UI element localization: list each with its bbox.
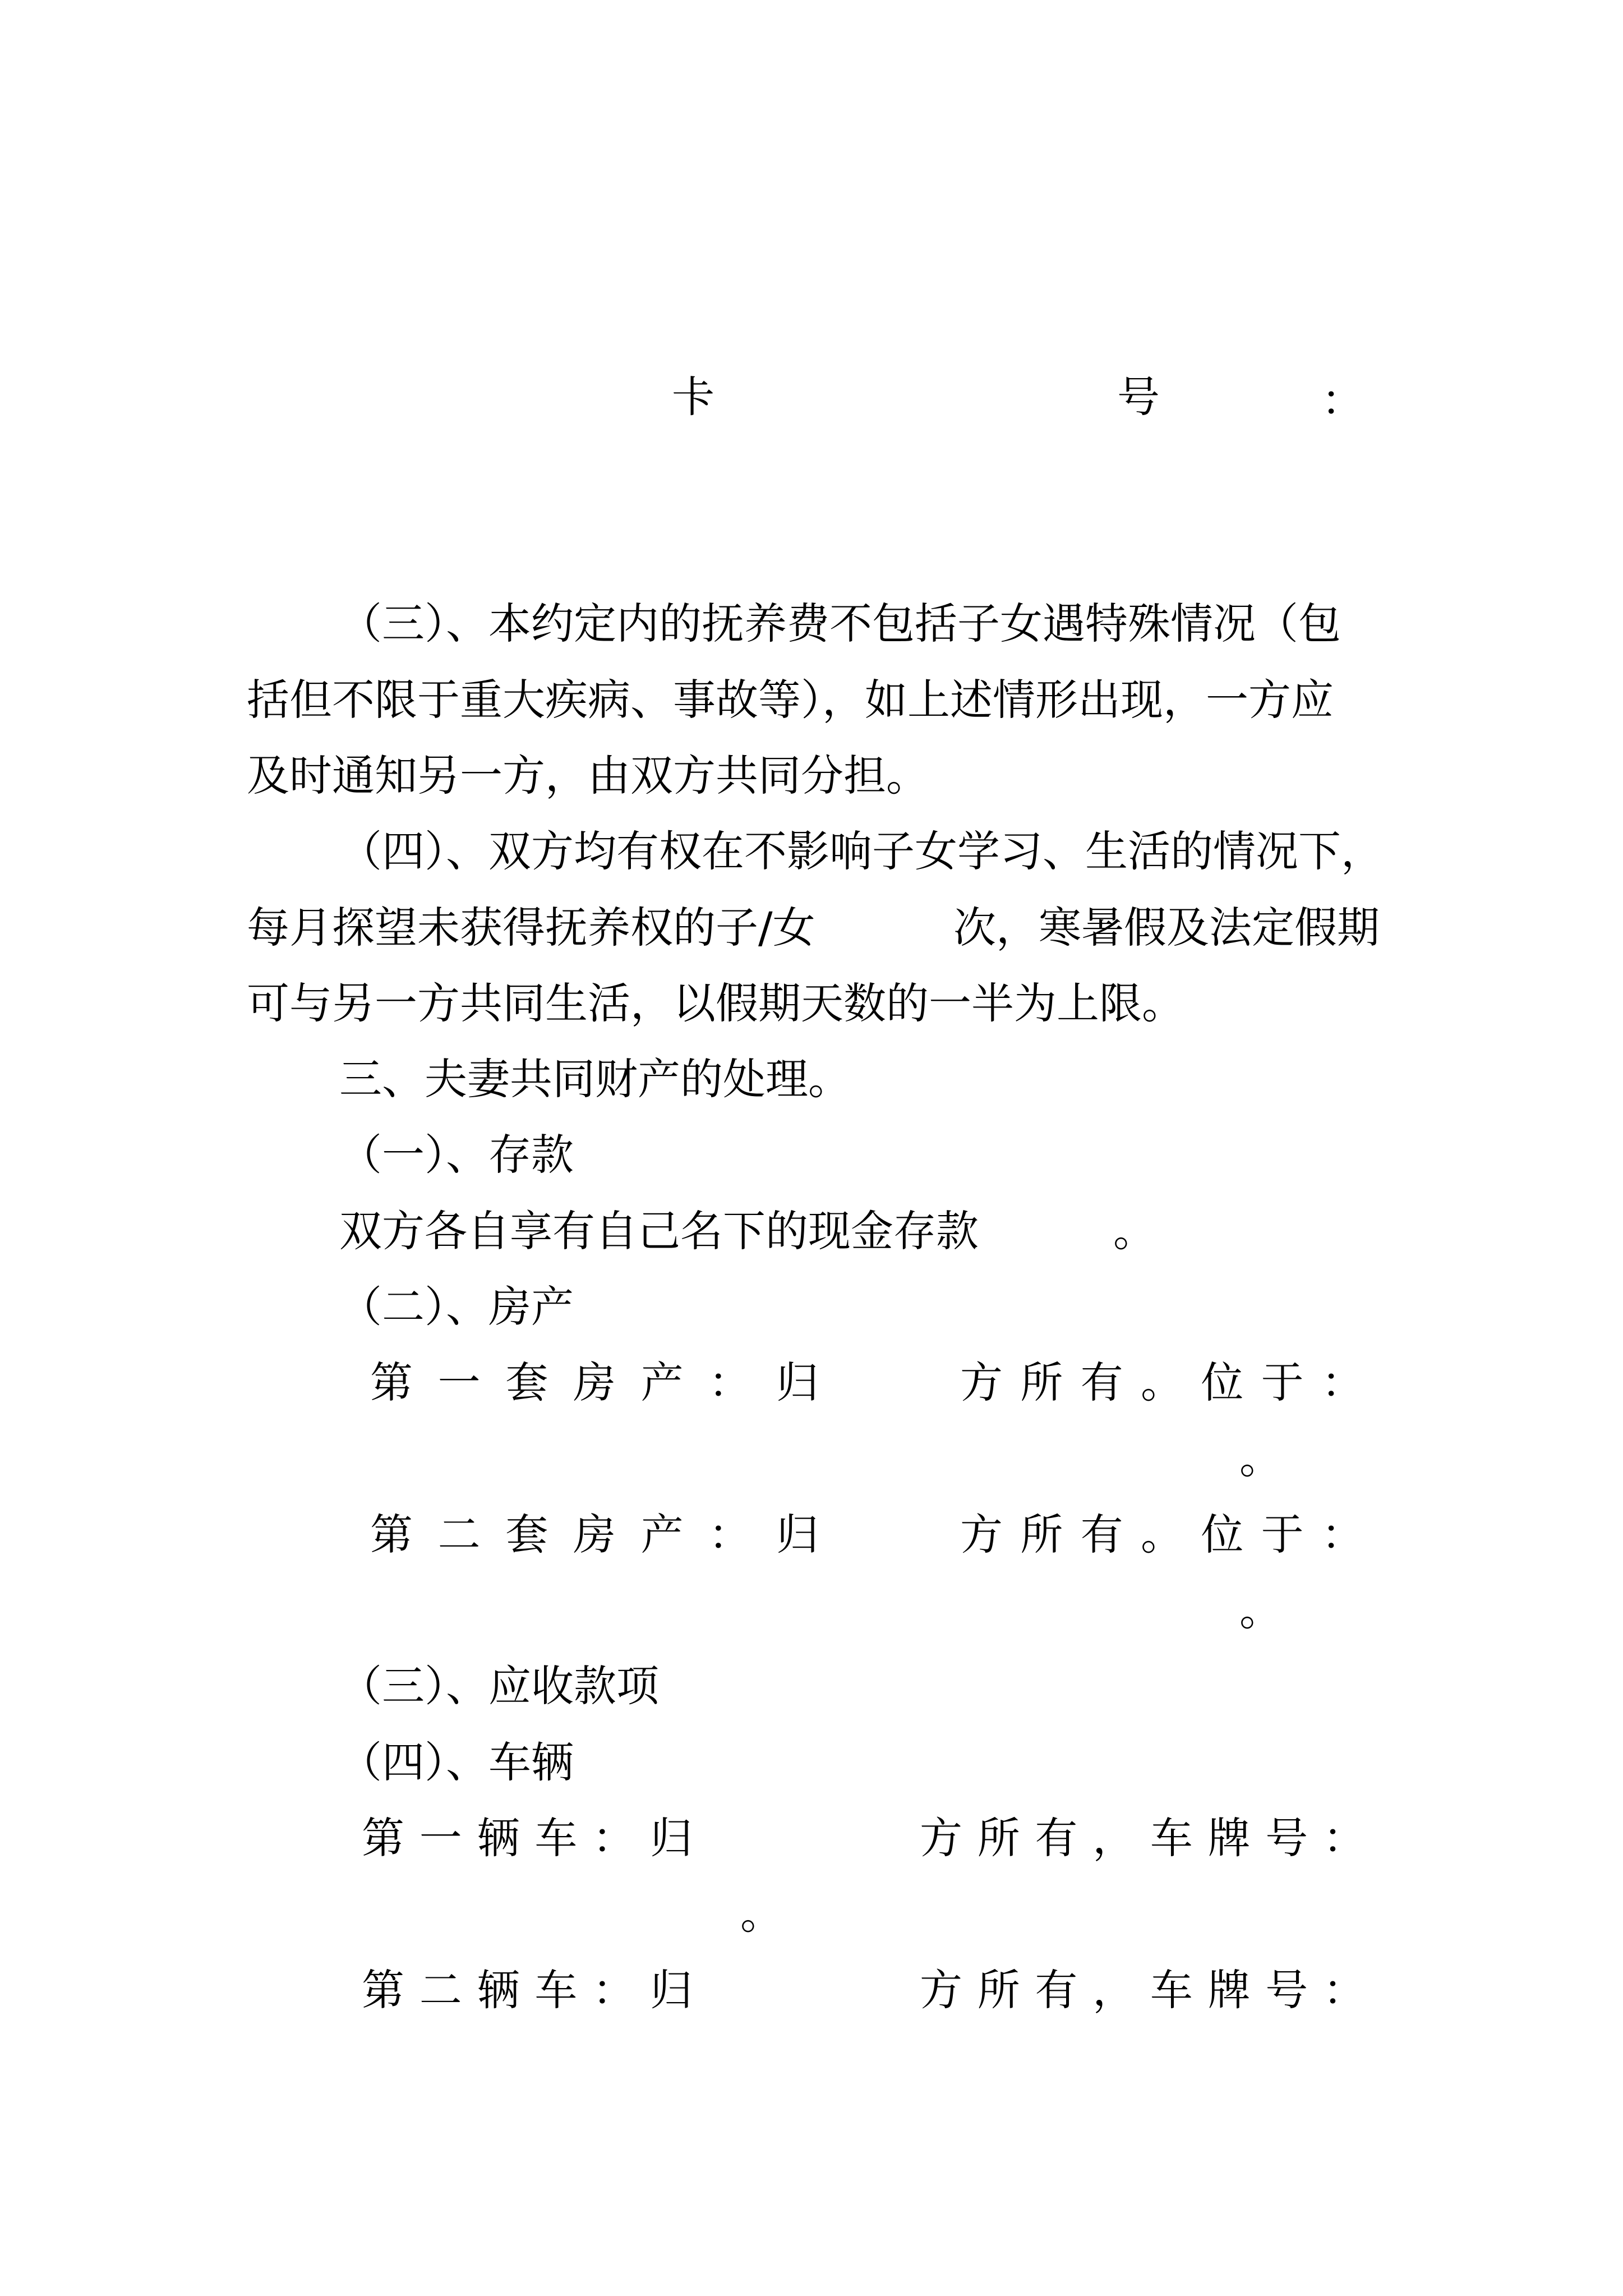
vehicle-2-char: 第 xyxy=(362,1965,404,2015)
property-2-label xyxy=(370,1510,819,1559)
vehicle-1-char: 车 xyxy=(1150,1813,1193,1863)
vehicle-1-char: ， xyxy=(1092,1813,1136,1863)
property-2-char: 。 xyxy=(1140,1510,1183,1559)
property-2-char: 第 xyxy=(370,1510,413,1559)
receivables-heading: （三）、应收款项 xyxy=(339,1661,659,1711)
vehicle-2-char: ： xyxy=(592,1965,635,2015)
property-1-char: 有 xyxy=(1080,1358,1123,1407)
property-2-char: 产 xyxy=(640,1510,684,1559)
clause-3-line-3: 及时通知另一方，由双方共同分担。 xyxy=(247,751,929,800)
vehicle-1-char: 第 xyxy=(362,1813,404,1863)
deposit-text: 双方各自享有自己名下的现金存款 xyxy=(339,1206,979,1256)
vehicle-1-char: 归 xyxy=(649,1813,693,1863)
vehicle-2-char: 牌 xyxy=(1207,1965,1251,2015)
property-2-char: 有 xyxy=(1080,1510,1123,1559)
vehicle-2-char: 归 xyxy=(649,1965,693,2015)
property-1-char: 。 xyxy=(1140,1358,1183,1407)
clause-3-line-2: 括但不限于重大疾病、事故等），如上述情形出现，一方应 xyxy=(247,675,1334,725)
deposit-heading: （一）、存款 xyxy=(339,1130,574,1180)
vehicle-2-label xyxy=(362,1965,693,2015)
section-3-heading: 三、夫妻共同财产的处理。 xyxy=(339,1054,851,1104)
card-label-colon: ： xyxy=(1321,375,1364,425)
clause-4-line-2-a: 每月探望未获得抚养权的子/女 xyxy=(247,903,815,953)
vehicle-1-end: 。 xyxy=(740,1889,783,1939)
property-2-char: 所 xyxy=(1020,1510,1063,1559)
vehicles-heading: （四）、车辆 xyxy=(339,1737,574,1787)
property-2-char: 套 xyxy=(505,1510,548,1559)
clause-3-line-1: （三）、本约定内的抚养费不包括子女遇特殊情况（包 xyxy=(339,599,1341,648)
property-2-char: 于 xyxy=(1261,1510,1304,1559)
property-2-char: ： xyxy=(1321,1510,1364,1559)
clause-4-line-2-b: 次，寒暑假及法定假期 xyxy=(953,903,1380,953)
property-1-char: 第 xyxy=(370,1358,413,1407)
vehicle-2-char: 所 xyxy=(977,1965,1020,2015)
property-2-char: 归 xyxy=(776,1510,819,1559)
card-label-char-2: 号 xyxy=(1117,372,1160,422)
property-2-char: 二 xyxy=(437,1510,481,1559)
clause-4-line-1: （四）、双方均有权在不影响子女学习、生活的情况下， xyxy=(339,826,1384,876)
property-1-char: 位 xyxy=(1201,1358,1244,1407)
property-1-char: ： xyxy=(708,1358,751,1407)
vehicle-2-char: 车 xyxy=(1150,1965,1193,2015)
vehicle-1-char: ： xyxy=(592,1813,635,1863)
vehicle-1-char: 一 xyxy=(419,1813,462,1863)
vehicle-1-char: 方 xyxy=(920,1813,962,1863)
property-1-char: 产 xyxy=(640,1358,684,1407)
property-1-char: 一 xyxy=(437,1358,481,1407)
deposit-end: 。 xyxy=(1113,1206,1156,1256)
property-1-char: 套 xyxy=(505,1358,548,1407)
property-1-char: 方 xyxy=(960,1358,1003,1407)
property-1-location-label xyxy=(960,1358,1364,1407)
clause-4-line-3: 可与另一方共同生活，以假期天数的一半为上限。 xyxy=(247,978,1184,1028)
vehicle-1-char: 有 xyxy=(1035,1813,1078,1863)
vehicle-2-plate-label xyxy=(920,1965,1366,2015)
vehicle-1-char: 辆 xyxy=(477,1813,520,1863)
vehicle-1-char: 牌 xyxy=(1207,1813,1251,1863)
property-2-location-label xyxy=(960,1510,1364,1559)
vehicle-2-char: 辆 xyxy=(477,1965,520,2015)
vehicle-2-char: ， xyxy=(1092,1965,1136,2015)
vehicle-2-char: 车 xyxy=(534,1965,578,2015)
vehicle-1-label xyxy=(362,1813,693,1863)
property-2-end: 。 xyxy=(1239,1585,1282,1635)
vehicle-1-plate-label xyxy=(920,1813,1366,1863)
property-1-char: 归 xyxy=(776,1358,819,1407)
property-1-end: 。 xyxy=(1239,1433,1282,1483)
property-2-char: 位 xyxy=(1201,1510,1244,1559)
property-2-char: ： xyxy=(708,1510,751,1559)
property-1-char: ： xyxy=(1321,1358,1364,1407)
vehicle-2-char: 号 xyxy=(1265,1965,1308,2015)
property-1-char: 所 xyxy=(1020,1358,1063,1407)
property-1-char: 于 xyxy=(1261,1358,1304,1407)
property-heading: （二）、房产 xyxy=(339,1282,574,1332)
vehicle-2-char: ： xyxy=(1322,1965,1366,2015)
property-2-char: 方 xyxy=(960,1510,1003,1559)
vehicle-2-char: 有 xyxy=(1035,1965,1078,2015)
property-1-label xyxy=(370,1358,819,1407)
vehicle-1-char: ： xyxy=(1322,1813,1366,1863)
vehicle-1-char: 车 xyxy=(534,1813,578,1863)
vehicle-1-char: 号 xyxy=(1265,1813,1308,1863)
vehicle-2-char: 二 xyxy=(419,1965,462,2015)
property-1-char: 房 xyxy=(573,1358,616,1407)
vehicle-1-char: 所 xyxy=(977,1813,1020,1863)
vehicle-2-char: 方 xyxy=(920,1965,962,2015)
card-label-char-1: 卡 xyxy=(672,372,714,422)
property-2-char: 房 xyxy=(573,1510,616,1559)
